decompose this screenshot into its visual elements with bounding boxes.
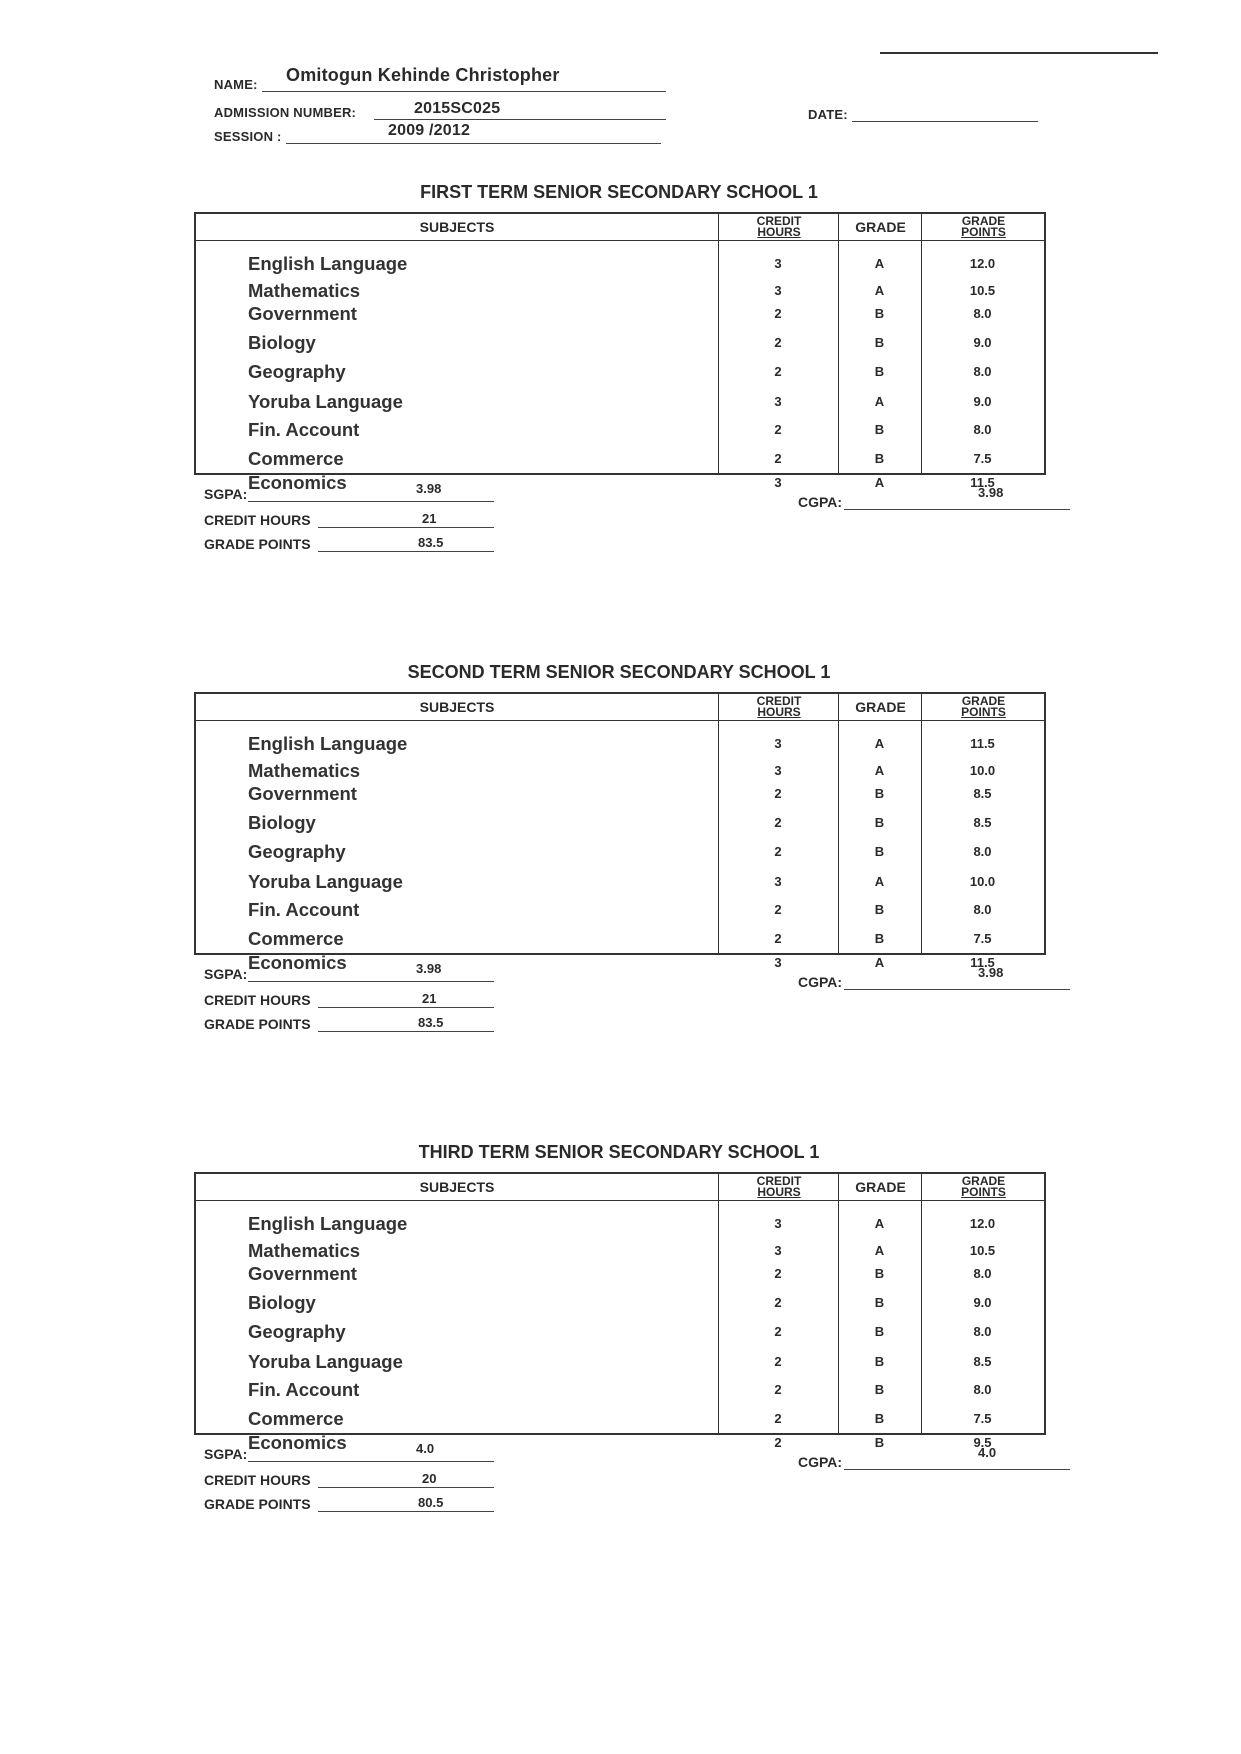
table-row xyxy=(196,1292,1044,1314)
cgpa-value: 4.0 xyxy=(978,1445,997,1460)
col-gp-top: GRADE xyxy=(961,214,1006,228)
grade-points-cell: 11.5 xyxy=(970,475,995,490)
credit-hours-cell: 2 xyxy=(774,364,782,379)
credit-hours-label: CREDIT HOURS xyxy=(204,512,311,528)
subject-name: Commerce xyxy=(248,1408,344,1429)
col-gp-bottom: POINTS xyxy=(961,705,1006,719)
admission-label: ADMISSION NUMBER: xyxy=(214,105,357,120)
subject-name: Yoruba Language xyxy=(248,391,403,412)
grade-cell: B xyxy=(874,1324,885,1339)
credit-hours-cell: 3 xyxy=(774,256,782,271)
cgpa-value: 3.98 xyxy=(978,485,1004,500)
col-gp-bottom: POINTS xyxy=(961,1185,1006,1199)
cgpa-field xyxy=(798,965,1070,990)
subject-name: Biology xyxy=(248,332,316,353)
subject-name: Biology xyxy=(248,812,316,833)
subject-name: Mathematics xyxy=(248,1240,361,1261)
subject-name: Fin. Account xyxy=(248,419,360,440)
col-gp-bottom: POINTS xyxy=(961,225,1006,239)
table-row xyxy=(196,760,1044,782)
col-credit-hours xyxy=(718,694,839,720)
table-row xyxy=(196,841,1044,863)
term-title: THIRD TERM SENIOR SECONDARY SCHOOL 1 xyxy=(418,1142,820,1162)
table-row xyxy=(196,1351,1044,1373)
grade-cell: B xyxy=(874,815,885,830)
subject-name: Fin. Account xyxy=(248,1379,360,1400)
subject-name: Geography xyxy=(248,1321,346,1342)
subject-name: Yoruba Language xyxy=(248,1351,403,1372)
col-credit-top: CREDIT xyxy=(756,214,802,228)
sgpa-label: SGPA: xyxy=(204,966,248,982)
subject-name: Government xyxy=(248,1263,357,1284)
term-summary xyxy=(194,474,1044,554)
session-label: SESSION : xyxy=(214,129,282,144)
grade-cell: B xyxy=(874,786,885,801)
grade-points-cell: 10.0 xyxy=(969,763,996,778)
col-grade-points xyxy=(921,1174,1045,1200)
table-row xyxy=(196,448,1044,470)
col-subjects: SUBJECTS xyxy=(419,699,495,715)
cgpa-label: CGPA: xyxy=(798,494,843,510)
grade-cell: A xyxy=(874,394,885,409)
grade-points-cell: 8.5 xyxy=(973,815,992,830)
grade-points-cell: 8.0 xyxy=(973,422,992,437)
table-row xyxy=(196,899,1044,921)
credit-hours-cell: 2 xyxy=(774,422,782,437)
credit-hours-field xyxy=(204,988,494,1008)
subject-name: Yoruba Language xyxy=(248,871,403,892)
grade-points-field xyxy=(204,1492,494,1512)
table-row xyxy=(196,812,1044,834)
student-name: Omitogun Kehinde Christopher xyxy=(286,65,560,85)
sgpa-label: SGPA: xyxy=(204,486,248,502)
credit-hours-cell: 2 xyxy=(774,815,782,830)
grade-points-cell: 8.0 xyxy=(973,902,992,917)
subject-name: English Language xyxy=(248,253,408,274)
admission-field xyxy=(214,98,664,120)
grade-points-total: 83.5 xyxy=(418,1015,444,1030)
col-credit-bottom: HOURS xyxy=(757,225,801,239)
subject-name: Geography xyxy=(248,361,346,382)
table-row xyxy=(196,1240,1044,1262)
cgpa-field xyxy=(798,1445,1070,1470)
table-row xyxy=(196,1408,1044,1430)
grade-points-cell: 10.0 xyxy=(969,874,996,889)
subject-name: Economics xyxy=(248,952,347,973)
col-credit-top: CREDIT xyxy=(756,694,802,708)
grade-points-cell: 10.5 xyxy=(969,283,996,298)
credit-hours-field xyxy=(204,508,494,528)
credit-hours-cell: 3 xyxy=(774,736,782,751)
col-subjects: SUBJECTS xyxy=(419,1179,495,1195)
session-value: 2009 /2012 xyxy=(388,122,471,139)
col-credit-hours xyxy=(718,1174,839,1200)
subject-name: Mathematics xyxy=(248,280,361,301)
credit-hours-cell: 3 xyxy=(774,1243,782,1258)
table-row xyxy=(196,871,1044,893)
admission-number: 2015SC025 xyxy=(414,100,501,117)
grade-points-cell: 7.5 xyxy=(973,1411,992,1426)
credit-hours-cell: 2 xyxy=(774,902,782,917)
col-gp-top: GRADE xyxy=(961,1174,1006,1188)
credit-hours-cell: 2 xyxy=(774,1354,782,1369)
cgpa-field xyxy=(798,485,1070,510)
term-summary xyxy=(194,1434,1044,1514)
subject-name: Mathematics xyxy=(248,760,361,781)
credit-hours-cell: 3 xyxy=(774,283,782,298)
credit-hours-cell: 2 xyxy=(774,1382,782,1397)
sgpa-label: SGPA: xyxy=(204,1446,248,1462)
col-credit-top: CREDIT xyxy=(756,1174,802,1188)
col-credit-bottom: HOURS xyxy=(757,705,801,719)
subject-name: Government xyxy=(248,303,357,324)
credit-hours-cell: 2 xyxy=(774,786,782,801)
table-row xyxy=(196,391,1044,413)
cgpa-value: 3.98 xyxy=(978,965,1004,980)
cgpa-label: CGPA: xyxy=(798,974,843,990)
grade-points-cell: 8.5 xyxy=(973,786,992,801)
col-grade-points xyxy=(921,694,1045,720)
grade-cell: A xyxy=(874,475,885,490)
grade-cell: B xyxy=(874,1435,885,1450)
credit-hours-total: 21 xyxy=(422,511,437,526)
credit-hours-field xyxy=(204,1468,494,1488)
credit-hours-cell: 3 xyxy=(774,874,782,889)
signature-line xyxy=(880,52,1158,54)
grade-cell: B xyxy=(874,1411,885,1426)
grade-points-cell: 9.0 xyxy=(973,394,992,409)
grade-cell: B xyxy=(874,902,885,917)
credit-hours-label: CREDIT HOURS xyxy=(204,1472,311,1488)
grade-points-cell: 9.0 xyxy=(973,335,992,350)
grade-points-label: GRADE POINTS xyxy=(204,1016,311,1032)
table-row xyxy=(196,303,1044,325)
credit-hours-cell: 3 xyxy=(774,394,782,409)
col-grade: GRADE xyxy=(838,214,922,240)
grade-points-cell: 9.0 xyxy=(973,1295,992,1310)
grade-points-cell: 8.0 xyxy=(973,1324,992,1339)
credit-hours-cell: 2 xyxy=(774,451,782,466)
credit-hours-cell: 2 xyxy=(774,844,782,859)
grade-points-cell: 12.0 xyxy=(969,1216,996,1231)
grade-cell: B xyxy=(874,844,885,859)
grade-cell: B xyxy=(874,335,885,350)
grade-cell: B xyxy=(874,306,885,321)
name-label: NAME: xyxy=(214,77,258,92)
grade-cell: A xyxy=(874,874,885,889)
table-row xyxy=(196,1379,1044,1401)
table-row xyxy=(196,928,1044,950)
credit-hours-cell: 2 xyxy=(774,306,782,321)
credit-hours-cell: 2 xyxy=(774,1324,782,1339)
credit-hours-total: 21 xyxy=(422,991,437,1006)
col-subjects: SUBJECTS xyxy=(419,219,495,235)
term-summary xyxy=(194,954,1044,1034)
grade-cell: B xyxy=(874,422,885,437)
table-row xyxy=(196,253,1044,275)
credit-hours-total: 20 xyxy=(422,1471,437,1486)
grade-cell: B xyxy=(874,1354,885,1369)
subject-name: English Language xyxy=(248,733,408,754)
grade-points-cell: 8.0 xyxy=(973,1382,992,1397)
grade-points-cell: 9.5 xyxy=(973,1435,992,1450)
grade-cell: B xyxy=(874,1382,885,1397)
term-title: SECOND TERM SENIOR SECONDARY SCHOOL 1 xyxy=(407,662,831,682)
grade-cell: B xyxy=(874,451,885,466)
credit-hours-cell: 3 xyxy=(774,475,782,490)
credit-hours-cell: 2 xyxy=(774,1411,782,1426)
date-field xyxy=(808,100,1038,122)
col-grade: GRADE xyxy=(838,1174,922,1200)
date-label: DATE: xyxy=(808,107,848,122)
credit-hours-cell: 3 xyxy=(774,1216,782,1231)
col-credit-bottom: HOURS xyxy=(757,1185,801,1199)
grade-cell: A xyxy=(874,1216,885,1231)
sgpa-field xyxy=(204,482,494,502)
col-gp-top: GRADE xyxy=(961,694,1006,708)
credit-hours-label: CREDIT HOURS xyxy=(204,992,311,1008)
cgpa-label: CGPA: xyxy=(798,1454,843,1470)
table-row xyxy=(196,1213,1044,1235)
grade-cell: B xyxy=(874,931,885,946)
grade-points-total: 83.5 xyxy=(418,535,444,550)
subject-name: Commerce xyxy=(248,928,344,949)
credit-hours-cell: 2 xyxy=(774,1266,782,1281)
grade-points-cell: 7.5 xyxy=(973,931,992,946)
grade-cell: A xyxy=(874,1243,885,1258)
grade-cell: A xyxy=(874,283,885,298)
subject-name: Fin. Account xyxy=(248,899,360,920)
table-row xyxy=(196,1263,1044,1285)
table-row xyxy=(196,1321,1044,1343)
sgpa-field xyxy=(204,1442,494,1462)
subject-name: Commerce xyxy=(248,448,344,469)
table-header xyxy=(196,1174,1044,1201)
session-field xyxy=(214,122,664,144)
table-row xyxy=(196,419,1044,441)
term-title: FIRST TERM SENIOR SECONDARY SCHOOL 1 xyxy=(420,182,818,202)
subject-name: Biology xyxy=(248,1292,316,1313)
grade-points-total: 80.5 xyxy=(418,1495,444,1510)
table-row xyxy=(196,280,1044,302)
grade-points-cell: 8.0 xyxy=(973,364,992,379)
credit-hours-cell: 2 xyxy=(774,1295,782,1310)
credit-hours-cell: 2 xyxy=(774,335,782,350)
credit-hours-cell: 3 xyxy=(774,955,782,970)
subject-name: Geography xyxy=(248,841,346,862)
col-credit-hours xyxy=(718,214,839,240)
grade-cell: B xyxy=(874,364,885,379)
grade-cell: A xyxy=(874,763,885,778)
subject-name: English Language xyxy=(248,1213,408,1234)
table-row xyxy=(196,733,1044,755)
subject-name: Economics xyxy=(248,1432,347,1453)
table-row xyxy=(196,361,1044,383)
sgpa-value: 3.98 xyxy=(416,961,442,976)
credit-hours-cell: 2 xyxy=(774,931,782,946)
grade-points-label: GRADE POINTS xyxy=(204,536,311,552)
name-field xyxy=(214,65,664,92)
grade-cell: A xyxy=(874,256,885,271)
grade-points-cell: 12.0 xyxy=(969,256,996,271)
credit-hours-cell: 2 xyxy=(774,1435,782,1450)
table-header xyxy=(196,694,1044,721)
col-grade-points xyxy=(921,214,1045,240)
sgpa-value: 4.0 xyxy=(416,1441,435,1456)
grade-points-field xyxy=(204,532,494,552)
credit-hours-cell: 3 xyxy=(774,763,782,778)
grade-points-cell: 11.5 xyxy=(970,736,995,751)
table-header xyxy=(196,214,1044,241)
table-row xyxy=(196,332,1044,354)
grade-points-cell: 11.5 xyxy=(970,955,995,970)
grade-points-field xyxy=(204,1012,494,1032)
grade-points-cell: 7.5 xyxy=(973,451,992,466)
grade-points-cell: 10.5 xyxy=(969,1243,996,1258)
grade-cell: A xyxy=(874,955,885,970)
col-grade: GRADE xyxy=(838,694,922,720)
sgpa-field xyxy=(204,962,494,982)
grade-points-cell: 8.0 xyxy=(973,1266,992,1281)
table-row xyxy=(196,783,1044,805)
grade-points-cell: 8.0 xyxy=(973,844,992,859)
sgpa-value: 3.98 xyxy=(416,481,442,496)
grade-cell: B xyxy=(874,1266,885,1281)
grade-cell: A xyxy=(874,736,885,751)
grade-points-cell: 8.5 xyxy=(973,1354,992,1369)
grade-points-label: GRADE POINTS xyxy=(204,1496,311,1512)
grade-cell: B xyxy=(874,1295,885,1310)
subject-name: Economics xyxy=(248,472,347,493)
grade-points-cell: 8.0 xyxy=(973,306,992,321)
subject-name: Government xyxy=(248,783,357,804)
